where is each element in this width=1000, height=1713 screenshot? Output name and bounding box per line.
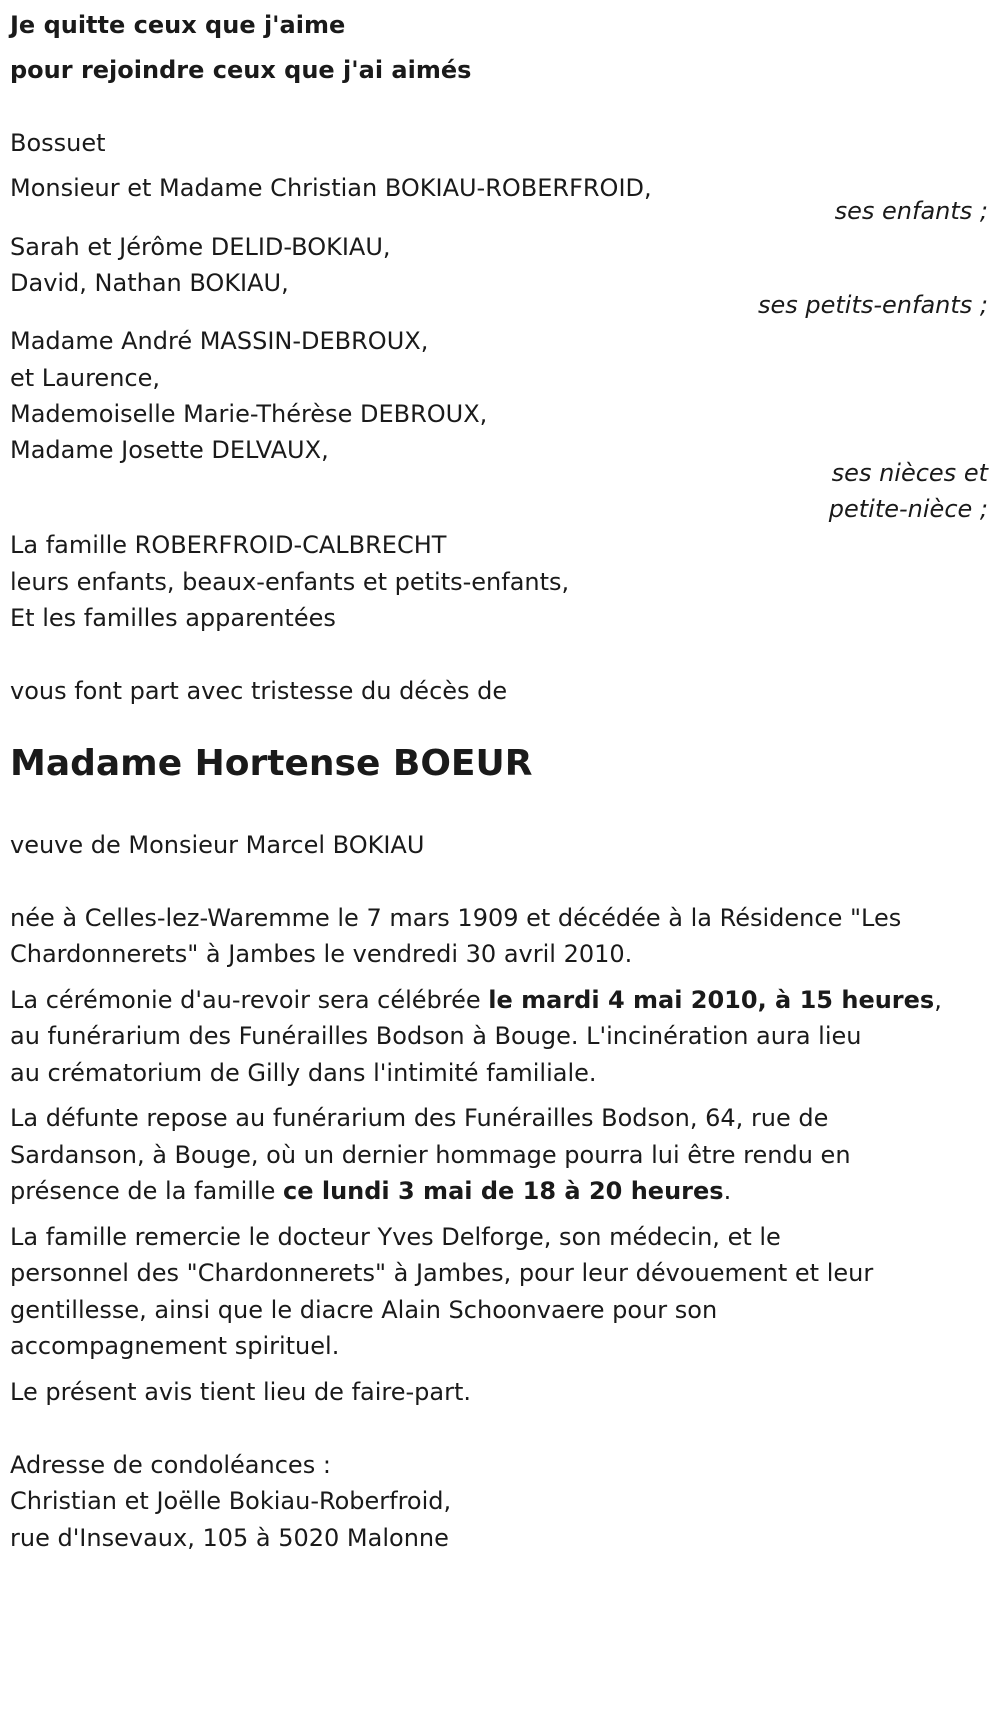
children-names: Monsieur et Madame Christian BOKIAU-ROBERFROID, bbox=[10, 174, 652, 202]
condolences-name: Christian et Joëlle Bokiau-Roberfroid, bbox=[10, 1487, 452, 1515]
thanks-line-2: personnel des "Chardonnerets" à Jambes, pour leur dévouement et leur bbox=[10, 1259, 874, 1287]
nieces-role-2: petite-nièce ; bbox=[828, 495, 988, 523]
visitation-time: ce lundi 3 mai de 18 à 20 heures bbox=[282, 1177, 724, 1205]
rest-prefix: présence de la famille bbox=[10, 1177, 283, 1205]
ceremony-line-3: au crématorium de Gilly dans l'intimité familiale. bbox=[10, 1059, 597, 1087]
grandchildren-role: ses petits-enfants ; bbox=[757, 291, 988, 319]
condolences-heading: Adresse de condoléances : bbox=[10, 1451, 331, 1479]
condolences-address: rue d'Insevaux, 105 à 5020 Malonne bbox=[10, 1524, 449, 1552]
ceremony-prefix: La cérémonie d'au-revoir sera célébrée bbox=[10, 986, 489, 1014]
ceremony-line-1 bbox=[10, 988, 942, 1012]
others-line-3: Et les familles apparentées bbox=[10, 604, 336, 632]
thanks-line-4: accompagnement spirituel. bbox=[10, 1332, 340, 1360]
deceased-name: Madame Hortense BOEUR bbox=[10, 743, 533, 784]
thanks-line-3: gentillesse, ainsi que le diacre Alain Schoonvaere pour son bbox=[10, 1296, 718, 1324]
notice-text: Le présent avis tient lieu de faire-part. bbox=[10, 1378, 472, 1406]
rest-line-3 bbox=[10, 1179, 731, 1203]
nieces-names-1: Madame André MASSIN-DEBROUX, bbox=[10, 327, 429, 355]
nieces-names-4: Madame Josette DELVAUX, bbox=[10, 436, 329, 464]
grandchildren-names-1: Sarah et Jérôme DELID-BOKIAU, bbox=[10, 233, 391, 261]
rest-suffix: . bbox=[723, 1177, 732, 1205]
epigraph-line-1: Je quitte ceux que j'aime bbox=[10, 11, 346, 39]
nieces-names-2: et Laurence, bbox=[10, 364, 160, 392]
ceremony-date: le mardi 4 mai 2010, à 15 heures bbox=[488, 986, 935, 1014]
others-line-2: leurs enfants, beaux-enfants et petits-enfants, bbox=[10, 568, 570, 596]
birth-death-line-2: Chardonnerets" à Jambes le vendredi 30 avril 2010. bbox=[10, 940, 633, 968]
widow-of-text: veuve de Monsieur Marcel BOKIAU bbox=[10, 831, 425, 859]
others-line-1: La famille ROBERFROID-CALBRECHT bbox=[10, 531, 447, 559]
birth-death-line-1: née à Celles-lez-Waremme le 7 mars 1909 et décédée à la Résidence "Les bbox=[10, 904, 902, 932]
ceremony-suffix: , bbox=[934, 986, 942, 1014]
grandchildren-names-2: David, Nathan BOKIAU, bbox=[10, 269, 289, 297]
announcement-text: vous font part avec tristesse du décès de bbox=[10, 677, 508, 705]
thanks-line-1: La famille remercie le docteur Yves Delforge, son médecin, et le bbox=[10, 1223, 781, 1251]
nieces-names-3: Mademoiselle Marie-Thérèse DEBROUX, bbox=[10, 400, 488, 428]
rest-line-1: La défunte repose au funérarium des Funérailles Bodson, 64, rue de bbox=[10, 1104, 829, 1132]
children-role: ses enfants ; bbox=[834, 197, 988, 225]
nieces-role-1: ses nièces et bbox=[831, 459, 988, 487]
epigraph-line-2: pour rejoindre ceux que j'ai aimés bbox=[10, 56, 472, 84]
rest-line-2: Sardanson, à Bouge, où un dernier hommage pourra lui être rendu en bbox=[10, 1141, 851, 1169]
ceremony-line-2: au funérarium des Funérailles Bodson à Bouge. L'incinération aura lieu bbox=[10, 1022, 862, 1050]
place-name: Bossuet bbox=[10, 129, 106, 157]
